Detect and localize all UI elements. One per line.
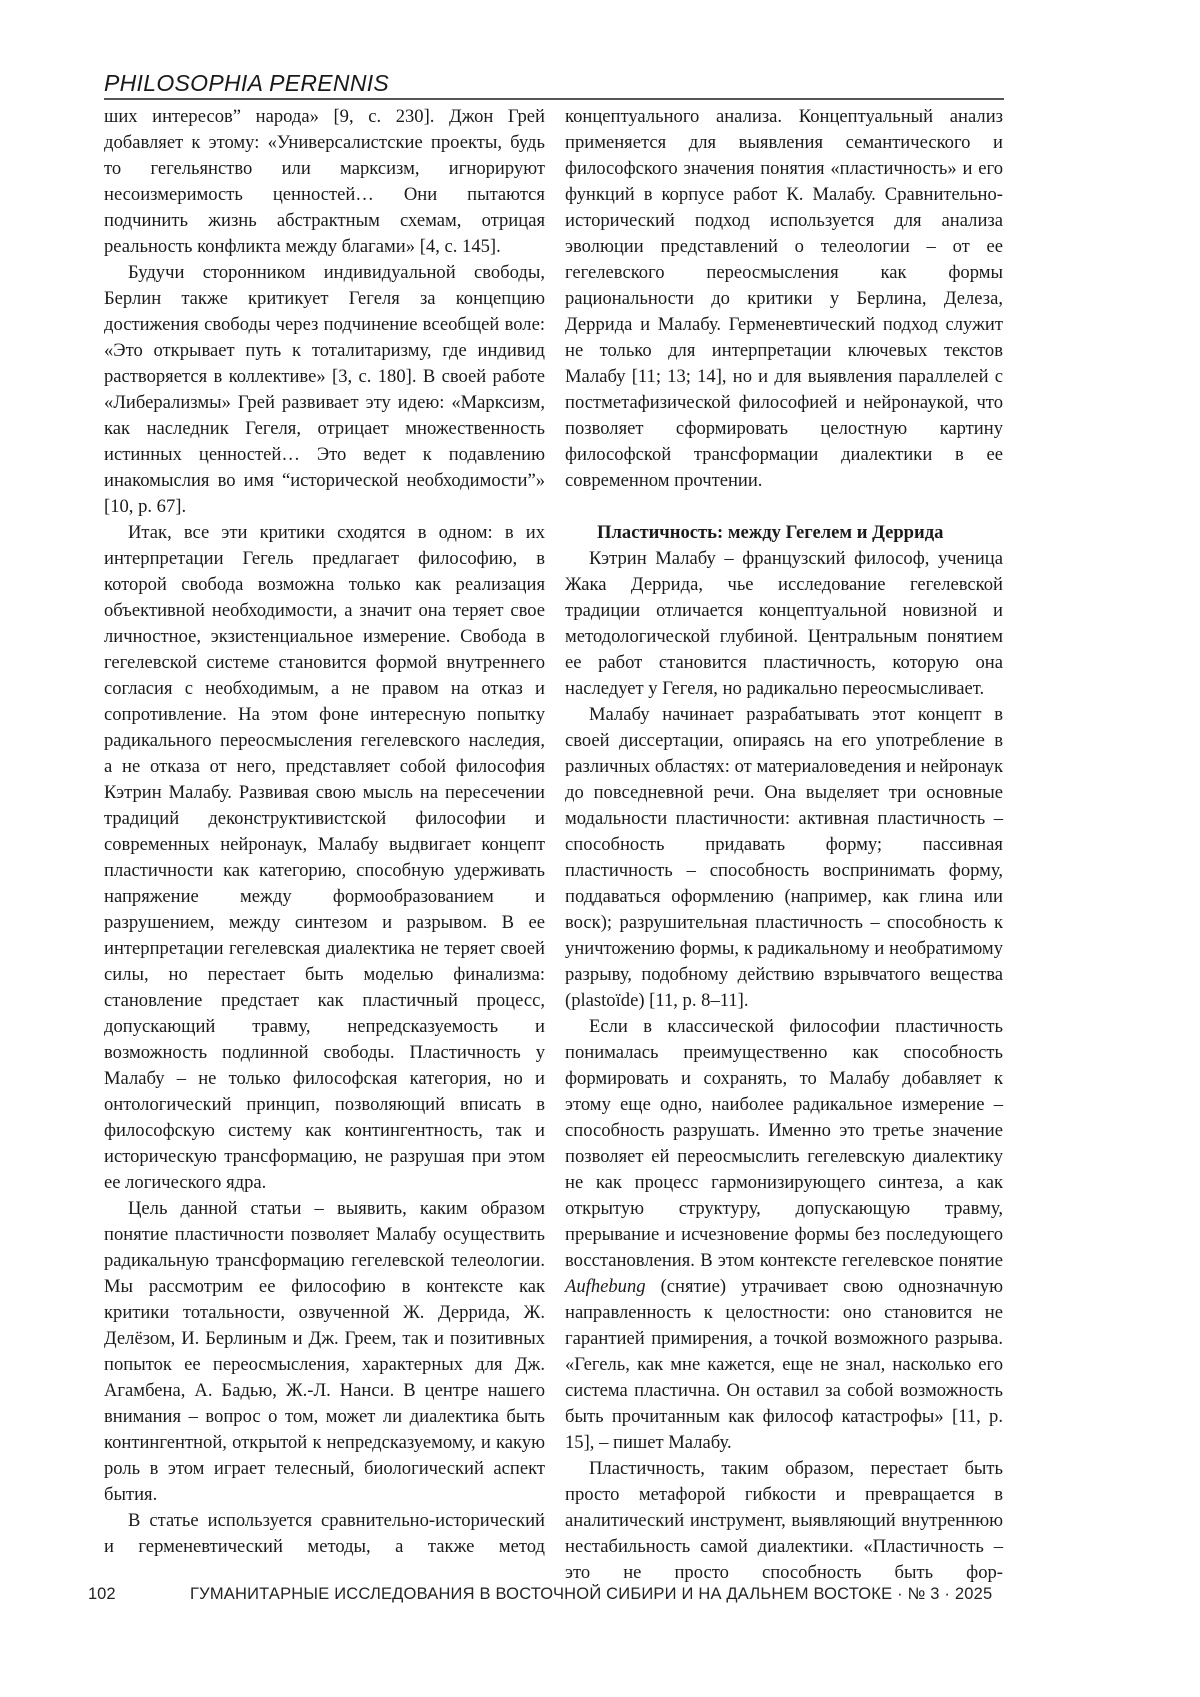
paragraph [565,1014,1003,1456]
paragraph: концептуального анализа. Концептуальный анализ применяется для выявления семантического и философского значения понятия «пластичность» и его функций в корпусе работ К. Малабу. Сравнительно-исторический подход используется для анализа эволюции представлений о телеологии – от ее гегелевского переосмысления как формы рациональности до критики у Берлина, Делеза, Деррида и Малабу. Герменевтический подход служит не только для интерпретации ключевых текстов Малабу [11; 13; 14], но и для выявления параллелей с постметафизической философией и нейронаукой, что позволяет сформировать целостную картину философской трансформации диалектики в ее современном прочтении. [565,106,1003,491]
paragraph: Итак, все эти критики сходятся в одном: в их интерпретации Гегель предлагает философию, в которой свобода возможна только как реализация объективной необходимости, а значит она теряет свое личностное, экзистенциальное измерение. Свобода в гегелевской системе становится формой внутреннего согласия с необходимым, а не правом на отказ и сопротивление. На этом фоне интересную попытку радикального переосмысления гегелевского наследия, а не отказа от него, представляет собой философия Кэтрин Малабу. Развивая свою мысль на пересечении традиций деконструктивистской философии и современных нейронаук, Малабу выдвигает концепт пластичности как категорию, способную удерживать напряжение между формообразованием и разрушением, между синтезом и разрывом. В ее интерпретации гегелевская диалектика не теряет своей силы, но перестает быть моделью финализма: становление предстает как пластичный процесс, допускающий травму, непредсказуемость и возможность подлинной свободы. Пластичность у Малабу – не только философская категория, но и онтологический принцип, позволяющий вписать в философскую систему как контингентность, так и историческую трансформацию, не разрушая при этом ее логического ядра. [104,522,545,1193]
paragraph-text: (снятие) утрачивает свою однозначную направленность к целостности: оно становится не гарантией примирения, а точкой возможного разрыва. «Гегель, как мне кажется, еще не знал, насколько его система пластична. Он оставил за собой возможность быть прочитанным как философ катастрофы» [11, p. 15], – пишет Малабу. [565,1276,1003,1453]
page-number: 102 [88,1585,116,1603]
header-rule [104,98,1004,100]
paragraph: Пластичность, таким образом, перестает быть просто метафорой гибкости и превращается в аналитический инструмент, выявляющий внутреннюю нестабильность самой диалектики. «Пластичность – это не просто способность быть фор- [565,1458,1003,1583]
paragraph-text: Если в классической философии пластичность понималась преимущественно как способность формировать и сохранять, то Малабу добавляет к этому еще одно, наиболее радикальное измерение – способность разрушать. Именно это третье значение позволяет ей переосмыслить гегелевскую диалектику не как процесс гармонизирующего синтеза, а как открытую структуру, допускающую травму, прерывание и исчезновение формы без последующего восстановления. В этом контексте гегелевское понятие [565,1016,1003,1271]
paragraph: Малабу начинает разрабатывать этот концепт в своей диссертации, опираясь на его употребление в различных областях: от материаловедения и нейронаук до повседневной речи. Она выделяет три основные модальности пластичности: активная пластичность – способность придавать форму; пассивная пластичность – способность воспринимать форму, поддаваться оформлению (например, как глина или воск); разрушительная пластичность – способность к уничтожению формы, к радикальному и необратимому разрыву, подобному действию взрывчатого вещества (plastoïde) [11, p. 8–11]. [565,704,1003,1011]
paragraph: Кэтрин Малабу – французский философ, ученица Жака Деррида, чье исследование гегелевской традиции отличается концептуальной новизной и методологической глубиной. Центральным понятием ее работ становится пластичность, которую она наследует у Гегеля, но радикально переосмысливает. [565,548,1003,699]
paragraph: Будучи сторонником индивидуальной свободы, Берлин также критикует Гегеля за концепцию достижения свободы через подчинение всеобщей воле: «Это открывает путь к тоталитаризму, где индивид растворяется в коллективе» [3, с. 180]. В своей работе «Либерализмы» Грей развивает эту идею: «Марксизм, как наследник Гегеля, отрицает множественность истинных ценностей… Это ведет к подавлению инакомыслия во имя “исторической необходимости”» [10, p. 67]. [104,262,545,517]
paragraph: ших интересов” народа» [9, с. 230]. Джон Грей добавляет к этому: «Универсалистские проекты, будь то гегельянство или марксизм, игнорируют несоизмеримость ценностей… Они пытаются подчинить жизнь абстрактным схемам, отрицая реальность конфликта между благами» [4, с. 145]. [104,106,545,257]
paragraph: В статье используется сравнительно-исторический и герменевтический методы, а также метод [104,1510,545,1557]
italic-term: Aufhebung [565,1276,646,1297]
journal-title: ГУМАНИТАРНЫЕ ИССЛЕДОВАНИЯ В ВОСТОЧНОЙ СИБИРИ И НА ДАЛЬНЕМ ВОСТОКЕ · № 3 · 2025 [190,1585,993,1603]
paragraph: Цель данной статьи – выявить, каким образом понятие пластичности позволяет Малабу осуществить радикальную трансформацию гегелевской телеологии. Мы рассмотрим ее философию в контексте как критики тотальности, озвученной Ж. Деррида, Ж. Делёзом, И. Берлиным и Дж. Греем, так и позитивных попыток ее переосмысления, характерных для Дж. Агамбена, А. Бадью, Ж.-Л. Нанси. В центре нашего внимания – вопрос о том, может ли диалектика быть контингентной, открытой к непредсказуемому, и какую роль в этом играет телесный, биологический аспект бытия. [104,1198,545,1505]
running-header: PHILOSOPHIA PERENNIS [104,70,390,96]
left-column [104,104,545,1560]
right-column [565,104,1003,1586]
section-heading: Пластичность: между Гегелем и Деррида [597,522,944,543]
